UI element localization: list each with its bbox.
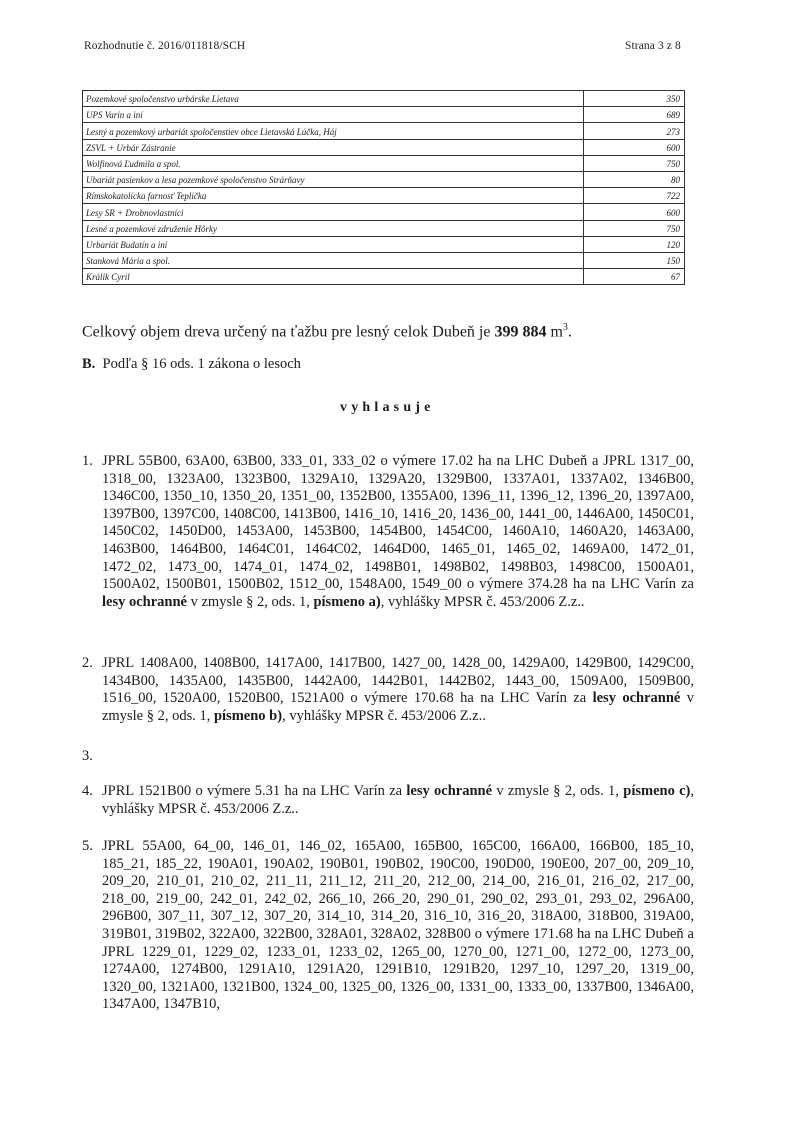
item-mid: v zmysle § 2, ods. 1, (492, 783, 624, 799)
section-b-label: B. (82, 356, 96, 372)
item-number: 3. (82, 748, 93, 764)
table-row (83, 171, 685, 187)
volume-cell: 273 (584, 123, 685, 139)
volume-cell: 150 (584, 252, 685, 268)
item-body: JPRL 1408A00, 1408B00, 1417A00, 1417B00, 1427_00, 1428_00, 1429A00, 1429B00, 1429C00, 1434B00, 1435A00, 1435B00, 1442A00, 1442B01, 1442B02, 1443_00, 1509A00, 1509B00, 1516_00, 1520A00, 1520B00, 1521A00 o výmere 170.68 ha na LHC Varín za (102, 655, 694, 707)
owner-name-cell: Králik Cyril (83, 269, 584, 285)
table-row (83, 236, 685, 252)
owner-name-cell: Ubariát pasienkov a lesa pozemkové spoločenstvo Strárňavy (83, 171, 584, 187)
total-suffix: . (567, 323, 572, 341)
section-heading: vyhlasuje (340, 400, 435, 415)
page-number: Strana 3 z 8 (625, 40, 681, 52)
item-text (102, 655, 694, 725)
owners-table (82, 90, 685, 285)
table-row (83, 269, 685, 285)
volume-cell: 600 (584, 139, 685, 155)
owner-name-cell: Lesný a pozemkový urbariát spoločenstiev obce Lietavská Lúčka, Háj (83, 123, 584, 139)
item-end: , vyhlášky MPSR č. 453/2006 Z.z.. (282, 707, 486, 724)
volume-cell: 750 (584, 220, 685, 236)
item-bold-pismeno: písmeno b) (213, 707, 283, 724)
item-number: 1. (82, 453, 93, 469)
volume-cell: 350 (584, 91, 685, 107)
decision-number: Rozhodnutie č. 2016/011818/SCH (84, 40, 246, 52)
item-bold-lesy: lesy ochranné (592, 690, 681, 707)
volume-cell: 750 (584, 155, 685, 171)
total-value: 399 884 (494, 323, 547, 341)
owner-name-cell: Urbariát Budatín a iní (83, 236, 584, 252)
owner-name-cell: UPS Varín a iní (83, 107, 584, 123)
item-text (102, 783, 694, 818)
volume-cell: 120 (584, 236, 685, 252)
item-bold-pismeno: písmeno a) (313, 593, 381, 610)
item-number: 4. (82, 783, 93, 799)
total-unit: m (550, 323, 563, 341)
item-bold-pismeno: písmeno c) (623, 783, 691, 799)
table-row (83, 220, 685, 236)
item-text (102, 453, 694, 611)
owner-name-cell: Stanková Mária a spol. (83, 252, 584, 268)
table-row (83, 188, 685, 204)
section-b (82, 356, 301, 373)
table-row (83, 91, 685, 107)
volume-cell: 722 (584, 188, 685, 204)
owner-name-cell: Rímskokatolícka farnosť Teplička (83, 188, 584, 204)
item-end: , vyhlášky MPSR č. 453/2006 Z.z.. (102, 783, 695, 817)
owner-name-cell: Lesy SR + Drobnovlastníci (83, 204, 584, 220)
total-prefix: Celkový objem dreva určený na ťažbu pre lesný celok Dubeň je (82, 323, 495, 341)
owner-name-cell: Wolfinová Ľudmila a spol. (83, 155, 584, 171)
item-number: 5. (82, 838, 93, 854)
volume-cell: 689 (584, 107, 685, 123)
total-volume-sentence (82, 322, 572, 341)
volume-cell: 80 (584, 171, 685, 187)
owner-name-cell: ZSVL + Urbár Zástranie (83, 139, 584, 155)
item-number: 2. (82, 655, 93, 671)
item-text (102, 838, 694, 1014)
item-bold-lesy: lesy ochranné (102, 593, 187, 610)
owner-name-cell: Lesné a pozemkové združenie Hôrky (83, 220, 584, 236)
table-row (83, 155, 685, 171)
section-b-text: Podľa § 16 ods. 1 zákona o lesoch (102, 356, 301, 372)
item-end: , vyhlášky MPSR č. 453/2006 Z.z.. (380, 593, 585, 610)
item-body: JPRL 55A00, 64_00, 146_01, 146_02, 165A00, 165B00, 165C00, 166A00, 166B00, 185_10, 185_21, 185_22, 190A01, 190A02, 190B01, 190B02, 190C00, 190D00, 190E00, 207_00, 209_10, 209_20, 210_01, 210_02, 211_11, 211_12, 211_20, 212_00, 214_00, 216_01, 216_02, 217_00, 218_00, 219_00, 242_01, 242_02, 266_10, 266_20, 290_01, 290_02, 293_01, 293_02, 296A00, 296B00, 307_11, 307_12, 307_20, 314_10, 314_20, 316_10, 316_20, 318A00, 318B00, 319A00, 319B01, 319B02, 322A00, 322B00, 328A01, 328A02, 328B00 o výmere 171.68 ha na LHC Dubeň a JPRL 1229_01, 1229_02, 1233_01, 1233_02, 1265_00, 1270_00, 1271_00, 1272_00, 1273_00, 1274A00, 1274B00, 1291A10, 1291A20, 1291B10, 1291B20, 1297_10, 1297_20, 1319_00, 1320_00, 1321A00, 1321B00, 1324_00, 1325_00, 1326_00, 1331_00, 1333_00, 1337B00, 1346A00, 1347A00, 1347B10, (102, 838, 694, 1013)
volume-cell: 600 (584, 204, 685, 220)
item-bold-lesy: lesy ochranné (406, 783, 493, 799)
table-row (83, 252, 685, 268)
table-row (83, 139, 685, 155)
volume-cell: 67 (584, 269, 685, 285)
total-unit-exponent: 3 (562, 322, 568, 333)
owner-name-cell: Pozemkové spoločenstvo urbárske Lietava (83, 91, 584, 107)
item-mid: v zmysle § 2, ods. 1, (186, 593, 314, 610)
table-row (83, 123, 685, 139)
item-body: JPRL 55B00, 63A00, 63B00, 333_01, 333_02 o výmere 17.02 ha na LHC Dubeň a JPRL 1317_00, 1318_00, 1323A00, 1323B00, 1329A10, 1329A20, 1329B00, 1337A01, 1337A02, 1346B00, 1346C00, 1350_10, 1350_20, 1351_00, 1352B00, 1355A00, 1396_11, 1396_12, 1396_20, 1397A00, 1397B00, 1397C00, 1408C00, 1413B00, 1416_10, 1416_20, 1436_00, 1441_00, 1446A00, 1450C01, 1450C02, 1450D00, 1453A00, 1453B00, 1454B00, 1454C00, 1460A10, 1460A20, 1463A00, 1463B00, 1464B00, 1464C01, 1464C02, 1464D00, 1465_01, 1465_02, 1469A00, 1472_01, 1472_02, 1473_00, 1474_01, 1474_02, 1498B01, 1498B02, 1498B03, 1498C00, 1500A01, 1500A02, 1500B01, 1500B02, 1512_00, 1548A00, 1549_00 o výmere 374.28 ha na LHC Varín za (102, 453, 694, 593)
table-row (83, 107, 685, 123)
item-mid: v zmysle § 2, ods. 1, (102, 690, 695, 724)
table-row (83, 204, 685, 220)
item-body: JPRL 1521B00 o výmere 5.31 ha na LHC Varín za (102, 783, 407, 799)
